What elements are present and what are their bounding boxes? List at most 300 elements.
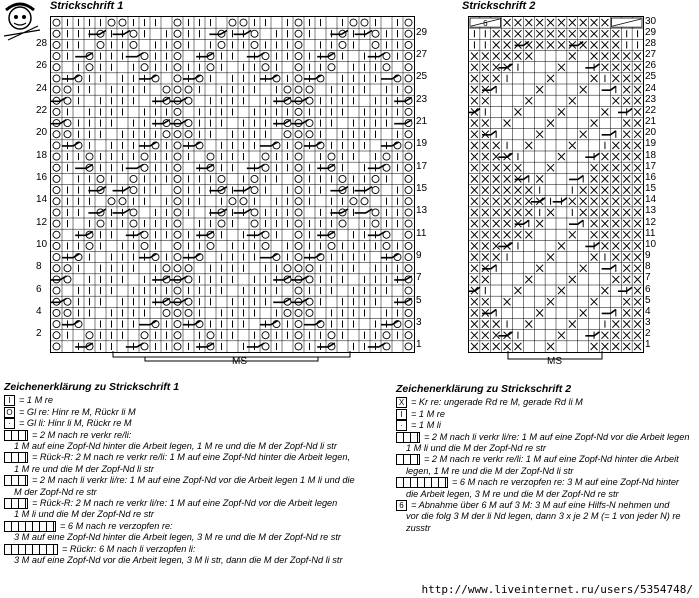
legend-item xyxy=(4,407,374,418)
knit-twisted-stitch-icon xyxy=(240,198,247,205)
knit-twisted-stitch-icon xyxy=(251,187,258,194)
knit-twisted-stitch-icon xyxy=(174,209,181,216)
legend-symbol-icon: I xyxy=(4,395,15,406)
cross-stitch-icon xyxy=(623,75,630,82)
cross-stitch-icon xyxy=(525,19,532,26)
cross-stitch-icon xyxy=(471,53,478,60)
cross-stitch-icon xyxy=(482,321,489,328)
cross-stitch-icon xyxy=(547,254,554,261)
cross-stitch-icon xyxy=(591,187,598,194)
cross-stitch-icon xyxy=(634,175,641,182)
cross-stitch-icon xyxy=(504,298,511,305)
cross-stitch-icon xyxy=(471,86,478,93)
cross-stitch-icon xyxy=(515,343,522,350)
knit-twisted-stitch-icon xyxy=(372,220,379,227)
cross-stitch-icon xyxy=(634,153,641,160)
cross-stitch-icon xyxy=(569,142,576,149)
cross-stitch-icon xyxy=(471,198,478,205)
knit-twisted-stitch-icon xyxy=(405,41,412,48)
cross-stitch-icon xyxy=(623,86,630,93)
knit-twisted-stitch-icon xyxy=(174,309,181,316)
cross-stitch-icon xyxy=(602,187,609,194)
cross-stitch-icon xyxy=(623,164,630,171)
cross-stitch-icon xyxy=(471,64,478,71)
knit-twisted-stitch-icon xyxy=(185,265,192,272)
cross-stitch-icon xyxy=(558,19,565,26)
cross-stitch-icon xyxy=(634,287,641,294)
cross-stitch-icon xyxy=(471,321,478,328)
legend-text: = Rück-R: 2 M nach re verkr re/li: 1 M auf eine Zopf-Nd hinter die Arbeit legen, xyxy=(32,452,351,463)
legend-text-continued: 1 M li und die M der Zopf-Nd re str xyxy=(14,509,154,520)
chart2-grid xyxy=(468,16,644,353)
row-number: 23 xyxy=(645,93,657,105)
knit-twisted-stitch-icon xyxy=(86,64,93,71)
cross-stitch-icon xyxy=(525,30,532,37)
knit-twisted-stitch-icon xyxy=(295,30,302,37)
chart1-grid xyxy=(50,16,415,353)
cross-stitch-icon xyxy=(612,41,619,48)
legend-item xyxy=(4,475,374,486)
knit-twisted-stitch-icon xyxy=(251,175,258,182)
knit-twisted-stitch-icon xyxy=(174,187,181,194)
cross-stitch-icon xyxy=(569,30,576,37)
watermark-url: http://www.liveinternet.ru/users/5354748/ xyxy=(421,583,693,596)
cross-stitch-icon xyxy=(471,175,478,182)
knit-twisted-stitch-icon xyxy=(284,265,291,272)
legend-text: = 2 M nach re verkr re/li: xyxy=(32,429,132,440)
knit-twisted-stitch-icon xyxy=(328,332,335,339)
knit-twisted-stitch-icon xyxy=(339,41,346,48)
knit-twisted-stitch-icon xyxy=(405,220,412,227)
knit-twisted-stitch-icon xyxy=(174,19,181,26)
cross-stitch-icon xyxy=(634,75,641,82)
knit-twisted-stitch-icon xyxy=(174,108,181,115)
knit-twisted-stitch-icon xyxy=(53,198,60,205)
cross-stitch-icon xyxy=(602,343,609,350)
cross-stitch-icon xyxy=(482,187,489,194)
cross-stitch-icon xyxy=(525,276,532,283)
cross-stitch-icon xyxy=(591,19,598,26)
cross-stitch-icon xyxy=(504,41,511,48)
legend-symbol-icon xyxy=(4,521,56,532)
knit-twisted-stitch-icon xyxy=(185,309,192,316)
knit-twisted-stitch-icon xyxy=(295,231,302,238)
knit-twisted-stitch-icon xyxy=(108,19,115,26)
cross-stitch-icon xyxy=(612,332,619,339)
knit-twisted-stitch-icon xyxy=(405,53,412,60)
cross-stitch-icon xyxy=(602,242,609,249)
knit-twisted-stitch-icon xyxy=(361,198,368,205)
legend-symbol-icon: O xyxy=(4,407,15,418)
row-number: 12 xyxy=(645,216,657,228)
knit-twisted-stitch-icon xyxy=(174,231,181,238)
legend2-heading: Zeichenerklärung zu Strickschrift 2 xyxy=(396,383,572,395)
cross-stitch-icon xyxy=(623,120,630,127)
knit-twisted-stitch-icon xyxy=(405,242,412,249)
cross-stitch-icon xyxy=(634,86,641,93)
row-number: 21 xyxy=(645,116,657,128)
knit-twisted-stitch-icon xyxy=(405,86,412,93)
cross-stitch-icon xyxy=(591,209,598,216)
row-number: 10 xyxy=(645,238,657,250)
cross-stitch-icon xyxy=(525,209,532,216)
cross-stitch-icon xyxy=(504,220,511,227)
knit-twisted-stitch-icon xyxy=(295,175,302,182)
cross-stitch-icon xyxy=(504,187,511,194)
cable-cross-marks xyxy=(469,42,632,336)
cross-stitch-icon xyxy=(602,41,609,48)
cross-stitch-icon xyxy=(493,142,500,149)
row-number: 13 xyxy=(416,205,428,217)
knit-twisted-stitch-icon xyxy=(53,153,60,160)
knit-twisted-stitch-icon xyxy=(141,332,148,339)
knit-twisted-stitch-icon xyxy=(295,242,302,249)
row-number: 18 xyxy=(645,149,657,161)
knit-twisted-stitch-icon xyxy=(295,209,302,216)
knit-twisted-stitch-icon xyxy=(405,187,412,194)
cross-stitch-icon xyxy=(569,53,576,60)
cross-stitch-icon xyxy=(634,321,641,328)
row-number: 20 xyxy=(36,127,48,139)
cross-stitch-icon xyxy=(591,231,598,238)
knit-twisted-stitch-icon xyxy=(53,265,60,272)
row-number: 26 xyxy=(645,60,657,72)
cross-stitch-icon xyxy=(493,175,500,182)
cross-stitch-icon xyxy=(569,198,576,205)
cross-stitch-icon xyxy=(602,19,609,26)
legend-symbol-icon xyxy=(396,477,448,488)
row-number: 11 xyxy=(416,227,427,239)
cross-stitch-icon xyxy=(612,242,619,249)
cross-stitch-icon xyxy=(623,231,630,238)
cross-stitch-icon xyxy=(482,209,489,216)
cross-stitch-icon xyxy=(623,298,630,305)
cross-stitch-icon xyxy=(482,64,489,71)
cross-stitch-icon xyxy=(580,187,587,194)
knit-twisted-stitch-icon xyxy=(174,321,181,328)
row-number: 11 xyxy=(645,227,656,239)
legend-text-continued: legen, 1 M re und die M der Zopf-Nd li str xyxy=(406,465,574,476)
cross-stitch-icon xyxy=(471,220,478,227)
knit-twisted-stitch-icon xyxy=(141,242,148,249)
knit-twisted-stitch-icon xyxy=(405,231,412,238)
row-number: 16 xyxy=(36,171,48,183)
knit-twisted-stitch-icon xyxy=(295,19,302,26)
legend-item xyxy=(396,454,696,465)
knit-twisted-stitch-icon xyxy=(405,265,412,272)
knit-twisted-stitch-icon xyxy=(405,75,412,82)
cross-stitch-icon xyxy=(515,209,522,216)
knit-twisted-stitch-icon xyxy=(295,41,302,48)
legend-text: = 1 M re xyxy=(19,395,53,406)
knit-twisted-stitch-icon xyxy=(207,242,214,249)
knit-twisted-stitch-icon xyxy=(405,153,412,160)
cross-stitch-icon xyxy=(634,187,641,194)
legend-symbol-icon xyxy=(4,452,28,463)
legend-item xyxy=(4,521,374,532)
legend-symbol-icon: X xyxy=(396,397,407,408)
cross-stitch-icon xyxy=(569,231,576,238)
cross-stitch-icon xyxy=(602,175,609,182)
legend-symbol-icon: I xyxy=(396,409,407,420)
cross-stitch-icon xyxy=(504,19,511,26)
legend-symbol-icon xyxy=(396,432,420,443)
cross-stitch-icon xyxy=(493,187,500,194)
cross-stitch-icon xyxy=(471,187,478,194)
cross-stitch-icon xyxy=(602,209,609,216)
cross-stitch-icon xyxy=(482,276,489,283)
row-number: 28 xyxy=(645,37,657,49)
row-number: 16 xyxy=(645,171,657,183)
knit-twisted-stitch-icon xyxy=(53,254,60,261)
knit-twisted-stitch-icon xyxy=(295,108,302,115)
cross-stitch-icon xyxy=(547,343,554,350)
knit-twisted-stitch-icon xyxy=(383,64,390,71)
knit-twisted-stitch-icon xyxy=(53,175,60,182)
cross-stitch-icon xyxy=(515,53,522,60)
cross-stitch-icon xyxy=(525,53,532,60)
legend-chart2 xyxy=(396,384,696,534)
cross-stitch-icon xyxy=(471,142,478,149)
cross-stitch-icon xyxy=(547,120,554,127)
cross-stitch-icon xyxy=(612,175,619,182)
knit-twisted-stitch-icon xyxy=(97,220,104,227)
row-number: 21 xyxy=(416,116,428,128)
knit-twisted-stitch-icon xyxy=(53,108,60,115)
legend-symbol-icon: · xyxy=(396,420,407,431)
legend-text: = 1 M re xyxy=(411,408,445,419)
row-number: 8 xyxy=(36,261,42,273)
cross-stitch-icon xyxy=(482,120,489,127)
cross-stitch-icon xyxy=(569,97,576,104)
cross-stitch-icon xyxy=(569,19,576,26)
cross-stitch-icon xyxy=(471,97,478,104)
knit-twisted-stitch-icon xyxy=(306,131,313,138)
cross-stitch-icon xyxy=(591,164,598,171)
knit-twisted-stitch-icon xyxy=(372,41,379,48)
cross-stitch-icon xyxy=(602,153,609,160)
cross-stitch-icon xyxy=(591,343,598,350)
cross-stitch-icon xyxy=(482,97,489,104)
row-number: 6 xyxy=(645,283,651,295)
cross-stitch-icon xyxy=(482,153,489,160)
cross-stitch-icon xyxy=(525,97,532,104)
knit-twisted-stitch-icon xyxy=(64,86,71,93)
legend-text-continued: 3 M auf eine Zopf-Nd hinter die Arbeit legen, 3 M re und die M der Zopf-Nd re str xyxy=(14,532,341,543)
cross-stitch-icon xyxy=(482,298,489,305)
legend-text: = Abnahme über 6 M auf 3 M: 3 M auf eine Hilfs-N nehmen und xyxy=(411,500,670,511)
knit-twisted-stitch-icon xyxy=(328,64,335,71)
knit-twisted-stitch-icon xyxy=(306,86,313,93)
legend-text-continued: 1 M li und die M der Zopf-Nd re str xyxy=(406,443,546,454)
cross-stitch-icon xyxy=(602,220,609,227)
knit-twisted-stitch-icon xyxy=(174,75,181,82)
cross-stitch-icon xyxy=(493,321,500,328)
row-number: 2 xyxy=(645,328,651,340)
cross-stitch-icon xyxy=(612,30,619,37)
knit-twisted-stitch-icon xyxy=(251,41,258,48)
cross-stitch-icon xyxy=(525,187,532,194)
cross-stitch-icon xyxy=(515,187,522,194)
cross-stitch-icon xyxy=(623,309,630,316)
knit-twisted-stitch-icon xyxy=(185,131,192,138)
cross-stitch-icon xyxy=(536,19,543,26)
cross-stitch-icon xyxy=(580,30,587,37)
cross-stitch-icon xyxy=(634,131,641,138)
cross-stitch-icon xyxy=(558,153,565,160)
row-number: 22 xyxy=(36,104,48,116)
cross-stitch-icon xyxy=(471,265,478,272)
knit-twisted-stitch-icon xyxy=(350,198,357,205)
knit-twisted-stitch-icon xyxy=(372,187,379,194)
knit-twisted-stitch-icon xyxy=(251,30,258,37)
cross-stitch-icon xyxy=(493,209,500,216)
cross-stitch-icon xyxy=(515,287,522,294)
cross-stitch-icon xyxy=(493,254,500,261)
legend-item xyxy=(4,544,374,555)
row-number: 5 xyxy=(416,294,422,306)
cross-stitch-icon xyxy=(634,242,641,249)
legend-text: = 1 M li xyxy=(411,420,441,431)
cross-stitch-icon xyxy=(482,175,489,182)
cross-stitch-icon xyxy=(558,287,565,294)
cross-stitch-icon xyxy=(471,131,478,138)
row-number: 2 xyxy=(36,328,42,340)
knit-twisted-stitch-icon xyxy=(53,220,60,227)
cross-stitch-icon xyxy=(623,187,630,194)
cross-stitch-icon xyxy=(634,97,641,104)
knit-twisted-stitch-icon xyxy=(64,265,71,272)
cross-stitch-icon xyxy=(623,242,630,249)
cross-stitch-icon xyxy=(482,254,489,261)
cross-stitch-icon xyxy=(558,108,565,115)
legend-text: = Rückr: 6 M nach li verzopfen li: xyxy=(62,543,196,554)
cross-stitch-icon xyxy=(569,276,576,283)
knit-twisted-stitch-icon xyxy=(174,175,181,182)
knit-twisted-stitch-icon xyxy=(119,198,126,205)
cross-stitch-icon xyxy=(591,120,598,127)
row-number: 14 xyxy=(645,194,657,206)
row-number: 15 xyxy=(645,183,657,195)
knit-twisted-stitch-icon xyxy=(306,309,313,316)
cross-stitch-icon xyxy=(504,175,511,182)
cross-stitch-icon xyxy=(591,75,598,82)
cross-stitch-icon xyxy=(580,309,587,316)
cross-stitch-icon xyxy=(612,164,619,171)
knit-twisted-stitch-icon xyxy=(163,265,170,272)
legend-text: = 2 M nach re verkr re/li: 1 M auf eine Zopf-Nd hinter die Arbeit xyxy=(424,454,679,465)
cross-stitch-icon xyxy=(515,198,522,205)
legend-text: = Kr re: ungerade Rd re M, gerade Rd li M xyxy=(411,397,583,408)
cross-stitch-icon xyxy=(504,343,511,350)
cross-stitch-icon xyxy=(547,41,554,48)
legend-text: = 6 M nach re verzopfen re: 3 M auf eine Zopf-Nd hinter xyxy=(452,477,679,488)
legend-symbol-icon xyxy=(4,498,28,509)
cross-stitch-icon xyxy=(471,276,478,283)
legend-symbol-icon xyxy=(4,475,28,486)
cross-stitch-icon xyxy=(612,198,619,205)
cross-stitch-icon xyxy=(482,142,489,149)
cross-stitch-icon xyxy=(623,64,630,71)
knit-twisted-stitch-icon xyxy=(174,53,181,60)
cross-stitch-icon xyxy=(504,53,511,60)
legend-item xyxy=(4,498,374,509)
knit-twisted-stitch-icon xyxy=(53,164,60,171)
legend-text-continued: die Arbeit legen, 3 M re und die M der Zopf-Nd re str xyxy=(406,488,619,499)
legend-item xyxy=(396,397,696,408)
chart2-ms-label: MS xyxy=(547,356,562,367)
knit-twisted-stitch-icon xyxy=(163,309,170,316)
knit-twisted-stitch-icon xyxy=(53,242,60,249)
cross-stitch-icon xyxy=(493,231,500,238)
legend-text-continued: 1 M re und die M der Zopf-Nd li str xyxy=(14,463,154,474)
knit-twisted-stitch-icon xyxy=(174,164,181,171)
row-number: 6 xyxy=(36,283,42,295)
legend-item xyxy=(396,409,696,420)
legend-text: = 6 M nach re verzopfen re: xyxy=(60,520,173,531)
cross-stitch-icon xyxy=(612,276,619,283)
knit-twisted-stitch-icon xyxy=(295,332,302,339)
cross-stitch-icon xyxy=(602,108,609,115)
knit-twisted-stitch-icon xyxy=(229,198,236,205)
row-number: 4 xyxy=(36,305,42,317)
knit-twisted-stitch-icon xyxy=(130,209,137,216)
cross-stitch-icon xyxy=(623,209,630,216)
cross-stitch-icon xyxy=(602,198,609,205)
knit-twisted-stitch-icon xyxy=(53,30,60,37)
row-number: 3 xyxy=(416,317,422,329)
cross-stitch-icon xyxy=(623,131,630,138)
cross-stitch-icon xyxy=(493,41,500,48)
knit-twisted-stitch-icon xyxy=(53,75,60,82)
knit-twisted-stitch-icon xyxy=(174,287,181,294)
cross-stitch-icon xyxy=(471,343,478,350)
knit-twisted-stitch-icon xyxy=(295,86,302,93)
knit-twisted-stitch-icon xyxy=(174,220,181,227)
cross-stitch-icon xyxy=(482,231,489,238)
knit-twisted-stitch-icon xyxy=(295,64,302,71)
cross-stitch-icon xyxy=(547,209,554,216)
cross-stitch-icon xyxy=(623,265,630,272)
cross-stitch-icon xyxy=(515,231,522,238)
cross-stitch-icon xyxy=(623,332,630,339)
cross-stitch-icon xyxy=(612,321,619,328)
cross-stitch-icon xyxy=(602,64,609,71)
knit-twisted-stitch-icon xyxy=(284,86,291,93)
knit-twisted-stitch-icon xyxy=(284,131,291,138)
chart1-left-row-numbers xyxy=(36,16,50,351)
cross-stitch-icon xyxy=(580,198,587,205)
cross-stitch-icon xyxy=(558,64,565,71)
cross-stitch-icon xyxy=(634,332,641,339)
legend-symbol-icon xyxy=(4,544,58,555)
knit-twisted-stitch-icon xyxy=(163,131,170,138)
knit-twisted-stitch-icon xyxy=(130,175,137,182)
legend-item xyxy=(396,432,696,443)
cross-stitch-icon xyxy=(634,164,641,171)
cross-stitch-icon xyxy=(471,309,478,316)
legend-item xyxy=(4,418,374,429)
knit-twisted-stitch-icon xyxy=(405,64,412,71)
row-number: 25 xyxy=(416,71,428,83)
cross-stitch-icon xyxy=(569,321,576,328)
cross-stitch-icon xyxy=(536,131,543,138)
cross-stitch-icon xyxy=(634,198,641,205)
cross-stitch-icon xyxy=(591,175,598,182)
knit-twisted-stitch-icon xyxy=(174,198,181,205)
cross-stitch-icon xyxy=(504,120,511,127)
row-number: 9 xyxy=(416,250,422,262)
